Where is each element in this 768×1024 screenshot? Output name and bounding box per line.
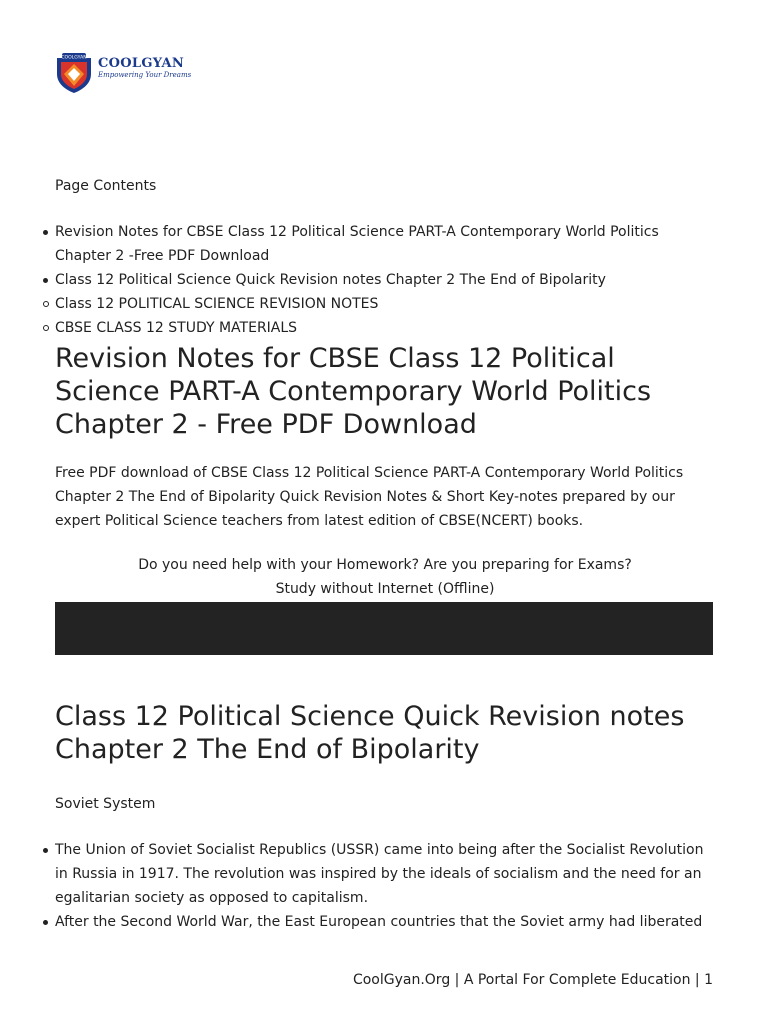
section1-heading: Revision Notes for CBSE Class 12 Political Science PART-A Contemporary World Politics Chapter 2 - Free PDF Download [55, 343, 652, 440]
section2-heading: Class 12 Political Science Quick Revision notes Chapter 2 The End of Bipolarity [55, 701, 685, 765]
toc-item-label: Class 12 Political Science Quick Revision notes Chapter 2 The End of Bipolarity [55, 272, 606, 288]
section1-intro: Free PDF download of CBSE Class 12 Political Science PART-A Contemporary World Politics Chapter 2 The End of Bipolarity Quick Revision Notes & Short Key-notes prepared by our expert Political Science teachers from latest edition of CBSE(NCERT) books. [55, 465, 684, 529]
toc-item[interactable] [55, 220, 715, 268]
list-item [55, 910, 715, 934]
embedded-banner [55, 602, 713, 655]
toc-item-label: CBSE CLASS 12 STUDY MATERIALS [55, 320, 298, 336]
toc-item-label: Revision Notes for CBSE Class 12 Political Science PART-A Contemporary World Politics Chapter 2 -Free PDF Download [55, 224, 659, 264]
list-item-text: The Union of Soviet Socialist Republics (USSR) came into being after the Socialist Revolution in Russia in 1917. The revolution was inspired by the ideals of socialism and the need for an egalitarian society as opposed to capitalism. [55, 842, 704, 906]
toc-list [55, 220, 715, 340]
logo-shield-icon [54, 50, 94, 94]
toc-item[interactable] [55, 268, 715, 292]
logo-tagline: Empowering Your Dreams [98, 71, 192, 79]
toc-title: Page Contents [55, 178, 157, 194]
page-content [55, 174, 715, 934]
toc-item[interactable] [55, 292, 715, 316]
logo-badge-text: COOLGYAN [61, 55, 87, 61]
section2-subheading: Soviet System [55, 796, 156, 812]
toc-item[interactable] [55, 316, 715, 340]
toc-item-label: Class 12 POLITICAL SCIENCE REVISION NOTES [55, 296, 379, 312]
promo-line-2: Study without Internet (Offline) [275, 581, 495, 597]
list-item-text: After the Second World War, the East European countries that the Soviet army had liberated [55, 914, 703, 930]
list-item [55, 838, 715, 910]
logo-name: COOLGYAN [98, 56, 185, 71]
section2-bullets [55, 838, 715, 934]
coolgyan-logo [54, 50, 194, 94]
promo-line-1: Do you need help with your Homework? Are you preparing for Exams? [138, 557, 632, 573]
page-footer: CoolGyan.Org | A Portal For Complete Education | 1 [352, 972, 713, 988]
